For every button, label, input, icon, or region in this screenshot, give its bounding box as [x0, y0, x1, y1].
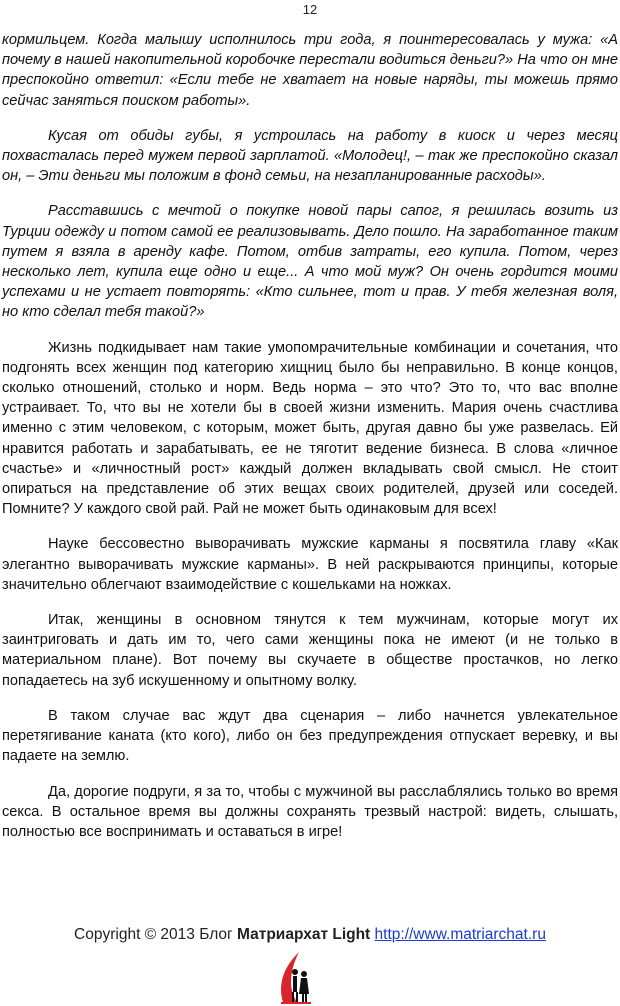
paragraph-5: Науке бессовестно выворачивать мужские карманы я посвятила главу «Как элегантно выворачивать мужские карманы». В ней раскрываются принципы, которые значительно облегчают взаимодействие с кошельками на ножках. — [2, 536, 618, 593]
paragraph-3: Расставшись с мечтой о покупке новой пары сапог, я решилась возить из Турции одежду и потом самой ее реализовывать. Дело пошло. На заработанное таким путем я взяла в аренду кафе. Потом, отбив затраты, его купила. Потом, через несколько лет, купила еще одно и еще... А что мой муж? Он очень гордится моими успехами и не устает повторять: «Кто сильнее, тот и прав. У тебя железная воля, но кто сделал тебя такой?» — [2, 203, 618, 321]
copyright-footer — [0, 926, 620, 944]
paragraph-1: кормильцем. Когда малышу исполнилось три года, я поинтересовалась у мужа: «А почему в нашей накопительной коробочке перестали водиться деньги?» На что он мне преспокойно ответил: «Если тебе не хватает на новые наряды, ты можешь прямо сейчас заняться поиском работы». — [2, 32, 618, 109]
paragraph-6: Итак, женщины в основном тянутся к тем мужчинам, которые могут их заинтриговать и дать им то, чего сами женщины пока не имеют (и не только в материальном плане). Вот почему вы скучаете в обществе простачков, но легко попадаетесь на зуб искушенному и опытному волку. — [2, 612, 618, 689]
blog-brand: Матриархат Light — [237, 926, 371, 943]
page-number: 12 — [302, 2, 318, 17]
copyright-text: Copyright © 2013 Блог — [74, 926, 238, 943]
paragraph-4: Жизнь подкидывает нам такие умопомрачительные комбинации и сочетания, что подгонять всех женщин под категорию хищниц было бы неправильно. В конце концов, сколько отношений, столько и норм. Ведь норма – это что? Это то, что вас вполне устраивает. То, что вы не хотели бы в своей жизни изменить. Мария очень счастлива именно с этим человеком, с которым, может быть, другая давно бы уже развелась. Ей нравится работать и зарабатывать, ее не тяготит ведение бизнеса. В слова «личное счастье» и «личностный рост» каждый должен вкладывать свой смысл. Не стоит опираться на представление об этих вещах своих родителей, друзей или соседей. Помните? У каждого свой рай. Рай не может быть одинаковым для всех! — [2, 339, 618, 518]
site-link[interactable]: http://www.matriarchat.ru — [374, 926, 546, 943]
paragraph-7: В таком случае вас ждут два сценария – либо начнется увлекательное перетягивание каната (кто кого), либо он без предупреждения отпускает веревку, и вы падаете на землю. — [2, 707, 618, 765]
matriarchat-logo-icon — [277, 950, 313, 1004]
paragraph-8: Да, дорогие подруги, я за то, чтобы с мужчиной вы расслаблялись только во время секса. В остальное время вы должны сохранять трезвый настрой: видеть, слышать, полностью все воспринимать и оставаться в игре! — [2, 783, 618, 840]
paragraph-2: Кусая от обиды губы, я устроилась на работу в киоск и через месяц похвасталась перед мужем первой зарплатой. «Молодец!, – так же преспокойно сказал он, – Эти деньги мы положим в фонд семьи, на незапланированные расходы». — [2, 127, 618, 185]
document-body — [0, 30, 620, 857]
